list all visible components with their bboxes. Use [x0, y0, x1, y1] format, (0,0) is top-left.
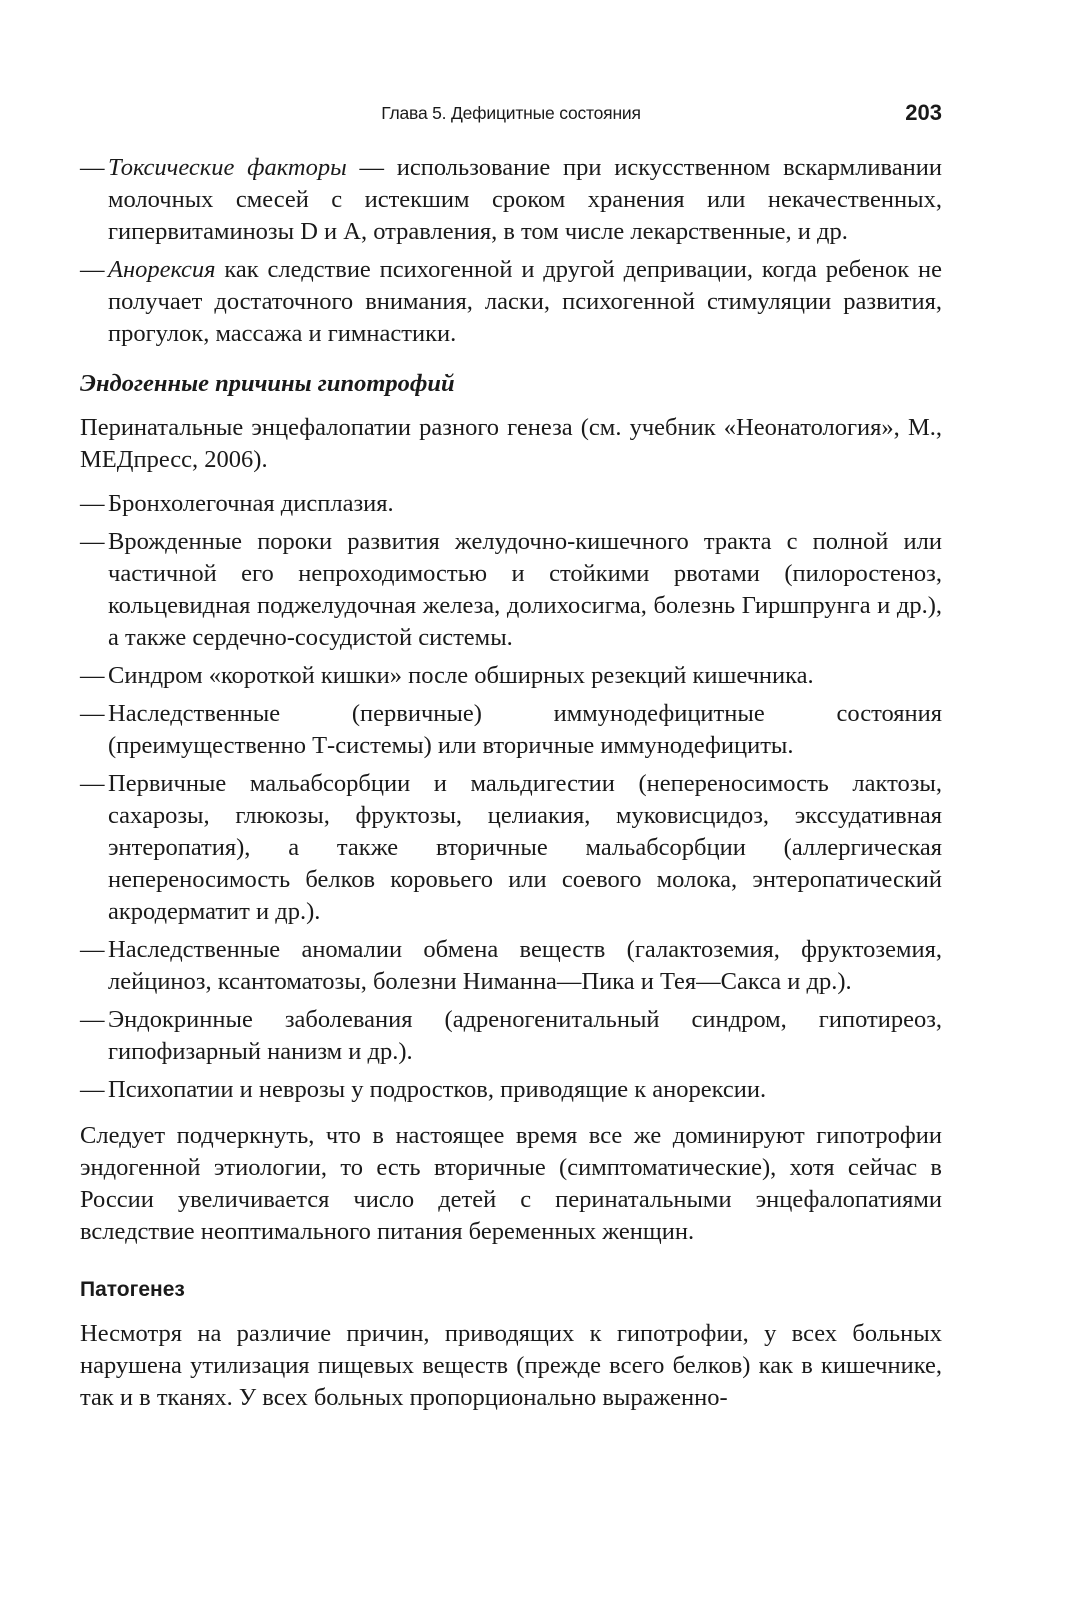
dash-marker: —	[80, 528, 105, 555]
dash-marker: —	[80, 662, 105, 689]
dash-marker: —	[80, 256, 105, 283]
item-text: Бронхолегочная дисплазия.	[108, 490, 394, 517]
list-item	[80, 152, 942, 248]
dash-marker: —	[80, 490, 105, 517]
page-number: 203	[905, 100, 942, 125]
dash-marker: —	[80, 936, 105, 963]
chapter-title: Глава 5. Дефицитные состояния	[381, 103, 641, 123]
dash-marker: —	[80, 700, 105, 727]
endogenous-causes-list	[80, 488, 942, 1106]
list-item	[80, 660, 942, 692]
item-text: Синдром «короткой кишки» после обширных резекций кишечника.	[108, 662, 814, 689]
list-item	[80, 934, 942, 998]
item-text: Эндокринные заболевания (адреногенитальный синдром, гипотиреоз, гипофизарный нанизм и др.).	[108, 1006, 942, 1065]
list-item	[80, 698, 942, 762]
intro-paragraph: Перинатальные энцефалопатии разного генеза (см. учебник «Неонатология», М., МЕДпресс, 2006).	[80, 414, 942, 473]
dash-marker: —	[80, 1006, 105, 1033]
dash-marker: —	[80, 1076, 105, 1103]
pathogenesis-paragraph: Несмотря на различие причин, приводящих к гипотрофии, у всех больных нарушена утилизация пищевых веществ (прежде всего белков) как в кишечнике, так и в тканях. У всех больных пропорционально выраженно-	[80, 1320, 942, 1411]
running-head	[80, 100, 942, 133]
exogenous-causes-list	[80, 152, 942, 350]
dash-marker: —	[80, 154, 105, 181]
item-text: Первичные мальабсорбции и мальдигестии (непереносимость лактозы, сахарозы, глюкозы, фруктозы, целиакия, муковисцидоз, экссудативная энтеропатия), а также вторичные мальабсорбции (аллергическая непереносимость белков коровьего или соевого молока, энтеропатический акродерматит и др.).	[108, 770, 942, 925]
list-item	[80, 488, 942, 520]
pathogenesis-heading: Патогенез	[80, 1278, 185, 1301]
section-heading: Эндогенные причины гипотрофий	[80, 370, 455, 397]
dash-marker: —	[80, 770, 105, 797]
page-content	[80, 152, 942, 1426]
list-item	[80, 526, 942, 654]
list-item	[80, 1074, 942, 1106]
list-item	[80, 768, 942, 928]
summary-paragraph: Следует подчеркнуть, что в настоящее время все же доминируют гипотрофии эндогенной этиологии, то есть вторичные (симптоматические), хотя сейчас в России увеличивается число детей с перинатальными энцефалопатиями вследствие неоптимального питания беременных женщин.	[80, 1122, 942, 1245]
item-text: Психопатии и неврозы у подростков, приводящие к анорексии.	[108, 1076, 767, 1103]
item-text: — использование при искусственном вскармливании молочных смесей с истекшим сроком хранения или некачественных, гипервитаминозы D и A, отравления, в том числе лекарственные, и др.	[108, 154, 942, 245]
item-text: как следствие психогенной и другой депривации, когда ребенок не получает достаточного внимания, ласки, психогенной стимуляции развития, прогулок, массажа и гимнастики.	[108, 256, 942, 347]
item-text: Наследственные (первичные) иммунодефицитные состояния (преимущественно Т-системы) или вторичные иммунодефициты.	[108, 700, 942, 759]
item-lead-in: Анорексия	[108, 256, 216, 283]
list-item	[80, 254, 942, 350]
item-text: Наследственные аномалии обмена веществ (галактоземия, фруктоземия, лейциноз, ксантоматозы, болезни Ниманна—Пика и Тея—Сакса и др.).	[108, 936, 942, 995]
list-item	[80, 1004, 942, 1068]
item-lead-in: Токсические факторы	[108, 154, 347, 181]
item-text: Врожденные пороки развития желудочно-кишечного тракта с полной или частичной его непроходимостью и стойкими рвотами (пилоростеноз, кольцевидная поджелудочная железа, долихосигма, болезнь Гиршпрунга и др.), а также сердечно-сосудистой системы.	[108, 528, 942, 651]
